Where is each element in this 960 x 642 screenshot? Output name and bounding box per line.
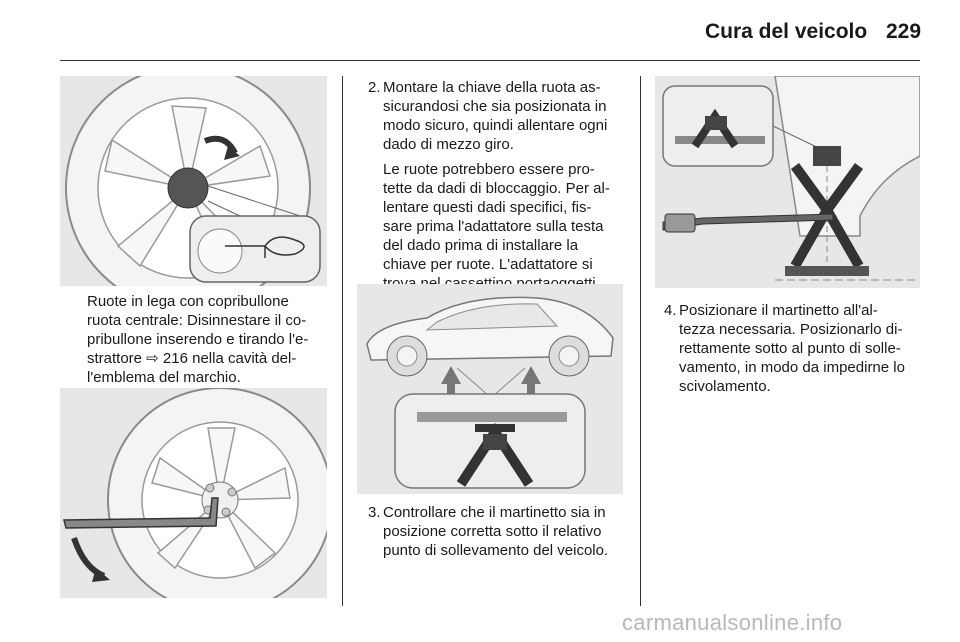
step-number: 3. xyxy=(368,504,381,521)
watermark: carmanualsonline.info xyxy=(622,610,843,635)
step-3: 3. Controllare che il martinetto sia in posizione corretta sotto il relativo punto di sollevamento del veicolo. xyxy=(368,504,609,559)
jack-height-illustration xyxy=(655,76,920,288)
header-divider xyxy=(60,60,920,61)
hubcap-instructions: Ruote in lega con copribullone ruota centrale: Disinnestare il co- pribullone inserendo e tirando l'e- strattore ⇨ 216 nella cavità del- l'emblema del marchio. xyxy=(87,293,309,386)
section-title: Cura del veicolo xyxy=(705,20,868,43)
step-number: 4. xyxy=(664,302,677,319)
step-2: 2. Montare la chiave della ruota as- sicurandosi che sia posizionata in modo sicuro, quindi allentare ogni dado di mezzo giro. Le ruote potrebbero essere pro- tette da dadi di bloccaggio. Per al- lentare questi dadi specifici, fis- sare prima l'adattatore sulla testa del dado prima di installare la chiave per ruote. L'adattatore si xyxy=(368,78,630,293)
wheel-wrench-illustration xyxy=(60,388,327,598)
page-number: 229 xyxy=(886,20,922,43)
car-jack-point-illustration xyxy=(357,284,623,494)
wheel-hubcap-illustration xyxy=(60,76,327,286)
locking-nut-note: Le ruote potrebbero essere pro- tette da dadi di bloccaggio. Per al- lentare questi dadi specifici, fis- sare prima l'adattatore sulla testa del dado prima di installare la chiave per ruote. L'adattatore si xyxy=(383,161,610,273)
step-4: 4. Posizionare il martinetto all'al- tezza necessaria. Posizionarlo di- rettamente sotto al punto di solle- vamento, in modo da impedirne lo scivolamento. xyxy=(664,302,905,395)
column-divider-1 xyxy=(342,76,343,606)
step-number: 2. xyxy=(368,79,381,96)
column-divider-2 xyxy=(640,76,641,606)
